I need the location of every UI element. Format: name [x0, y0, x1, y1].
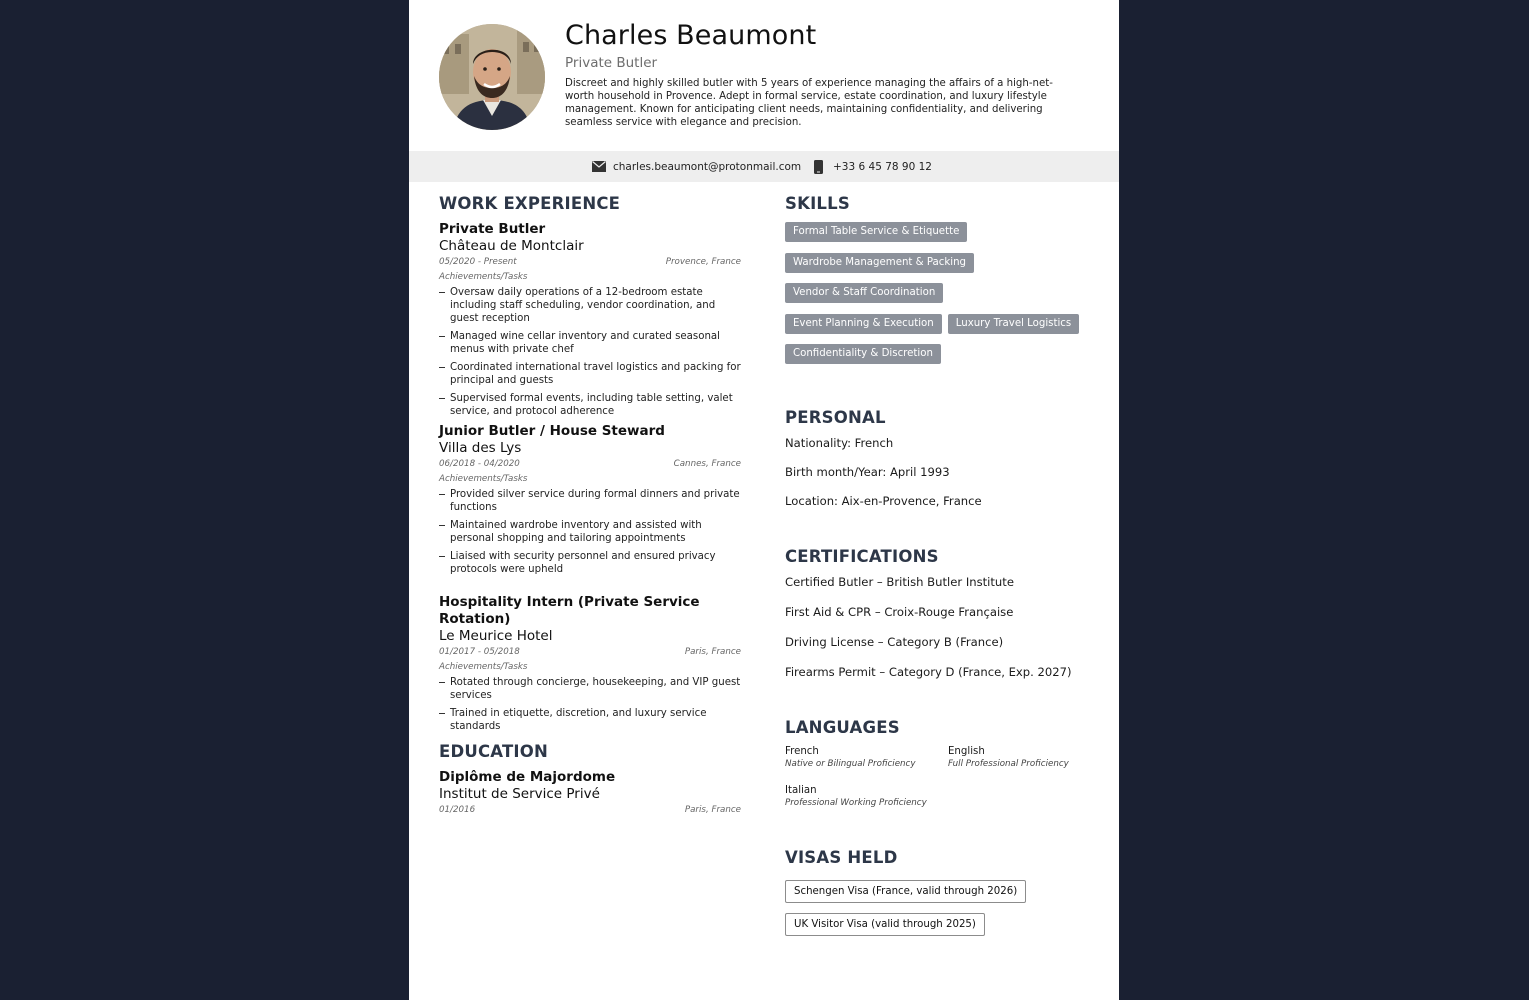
work-experience-heading: WORK EXPERIENCE	[439, 194, 621, 213]
language-entry	[785, 785, 927, 808]
task-item: Liaised with security personnel and ensured privacy protocols were upheld	[439, 550, 741, 576]
job-company: Le Meurice Hotel	[439, 628, 553, 644]
resume-page	[409, 0, 1119, 1000]
education-date: 01/2016	[439, 805, 476, 815]
job-dates: 06/2018 - 04/2020	[439, 459, 520, 469]
job-entry	[439, 423, 741, 581]
task-item: Rotated through concierge, housekeeping, and VIP guest services	[439, 676, 741, 702]
nationality: Nationality: French	[785, 436, 894, 450]
skill-tag: Confidentiality & Discretion	[785, 344, 941, 364]
language-level: Professional Working Proficiency	[785, 798, 927, 808]
task-item: Maintained wardrobe inventory and assisted with personal shopping and tailoring appointments	[439, 519, 741, 545]
task-item: Oversaw daily operations of a 12-bedroom estate including staff scheduling, vendor coordination, and guest reception	[439, 286, 741, 325]
job-entry	[439, 221, 741, 423]
job-title: Hospitality Intern (Private Service Rotation)	[439, 594, 700, 627]
education-location: Paris, France	[684, 805, 741, 815]
skills-heading: SKILLS	[785, 194, 850, 213]
email-text: charles.beaumont@protonmail.com	[613, 160, 802, 173]
job-title: Junior Butler / House Steward	[439, 423, 665, 439]
task-item: Supervised formal events, including table setting, valet service, and protocol adherence	[439, 392, 741, 418]
candidate-name: Charles Beaumont	[565, 20, 817, 51]
language-entry	[785, 746, 915, 769]
contact-bar	[409, 151, 1119, 182]
task-list	[439, 676, 741, 733]
job-entry	[439, 594, 741, 738]
job-company: Villa des Lys	[439, 440, 522, 456]
envelope-icon	[592, 161, 606, 172]
skill-tag: Formal Table Service & Etiquette	[785, 222, 967, 242]
task-list	[439, 286, 741, 418]
achievements-label: Achievements/Tasks	[439, 474, 528, 484]
skill-tag: Vendor & Staff Coordination	[785, 283, 943, 303]
language-name: English	[948, 746, 985, 757]
task-item: Managed wine cellar inventory and curated seasonal menus with private chef	[439, 330, 741, 356]
achievements-label: Achievements/Tasks	[439, 662, 528, 672]
certification-item: Certified Butler – British Butler Institute	[785, 575, 1014, 589]
personal-heading: PERSONAL	[785, 408, 886, 427]
job-location: Paris, France	[684, 647, 741, 657]
visa-tag: Schengen Visa (France, valid through 2026)	[785, 880, 1026, 903]
language-level: Native or Bilingual Proficiency	[785, 759, 916, 769]
achievements-label: Achievements/Tasks	[439, 272, 528, 282]
visas-heading: VISAS HELD	[785, 848, 898, 867]
school-name: Institut de Service Privé	[439, 786, 600, 802]
certification-item: First Aid & CPR – Croix-Rouge Française	[785, 605, 1014, 619]
language-name: Italian	[785, 785, 817, 796]
certification-item: Firearms Permit – Category D (France, Exp. 2027)	[785, 665, 1072, 679]
language-entry	[948, 746, 1069, 769]
task-item: Provided silver service during formal dinners and private functions	[439, 488, 741, 514]
certifications-heading: CERTIFICATIONS	[785, 547, 939, 566]
job-location: Provence, France	[665, 257, 741, 267]
job-company: Château de Montclair	[439, 238, 584, 254]
job-dates: 05/2020 - Present	[439, 257, 517, 267]
skill-tag: Wardrobe Management & Packing	[785, 253, 974, 273]
certification-item: Driving License – Category B (France)	[785, 635, 1004, 649]
language-name: French	[785, 746, 819, 757]
task-list	[439, 488, 741, 576]
profile-photo	[439, 24, 545, 130]
education-heading: EDUCATION	[439, 742, 548, 761]
skill-tag: Luxury Travel Logistics	[948, 314, 1079, 334]
job-dates: 01/2017 - 05/2018	[439, 647, 520, 657]
email-contact[interactable]	[592, 151, 801, 182]
job-location: Cannes, France	[673, 459, 741, 469]
skill-tag: Event Planning & Execution	[785, 314, 942, 334]
phone-text: +33 6 45 78 90 12	[833, 160, 932, 173]
profile-summary: Discreet and highly skilled butler with 5 years of experience managing the affairs of a high-net-worth household in Provence. Adept in formal service, estate coordination, and luxury lifestyle management. Known for anticipating client needs, maintaining confidentiality, and delivering seamless service with elegance and precision.	[565, 78, 1053, 128]
location: Location: Aix-en-Provence, France	[785, 494, 982, 508]
education-entry	[439, 769, 741, 815]
task-item: Coordinated international travel logistics and packing for principal and guests	[439, 361, 741, 387]
task-item: Trained in etiquette, discretion, and luxury service standards	[439, 707, 741, 733]
degree-name: Diplôme de Majordome	[439, 769, 616, 785]
phone-contact[interactable]	[814, 151, 932, 182]
languages-heading: LANGUAGES	[785, 718, 900, 737]
candidate-title: Private Butler	[565, 55, 658, 71]
job-title: Private Butler	[439, 221, 546, 237]
language-level: Full Professional Proficiency	[948, 759, 1069, 769]
visa-tag: UK Visitor Visa (valid through 2025)	[785, 913, 985, 936]
birth-date: Birth month/Year: April 1993	[785, 465, 950, 479]
mobile-phone-icon	[814, 160, 823, 174]
